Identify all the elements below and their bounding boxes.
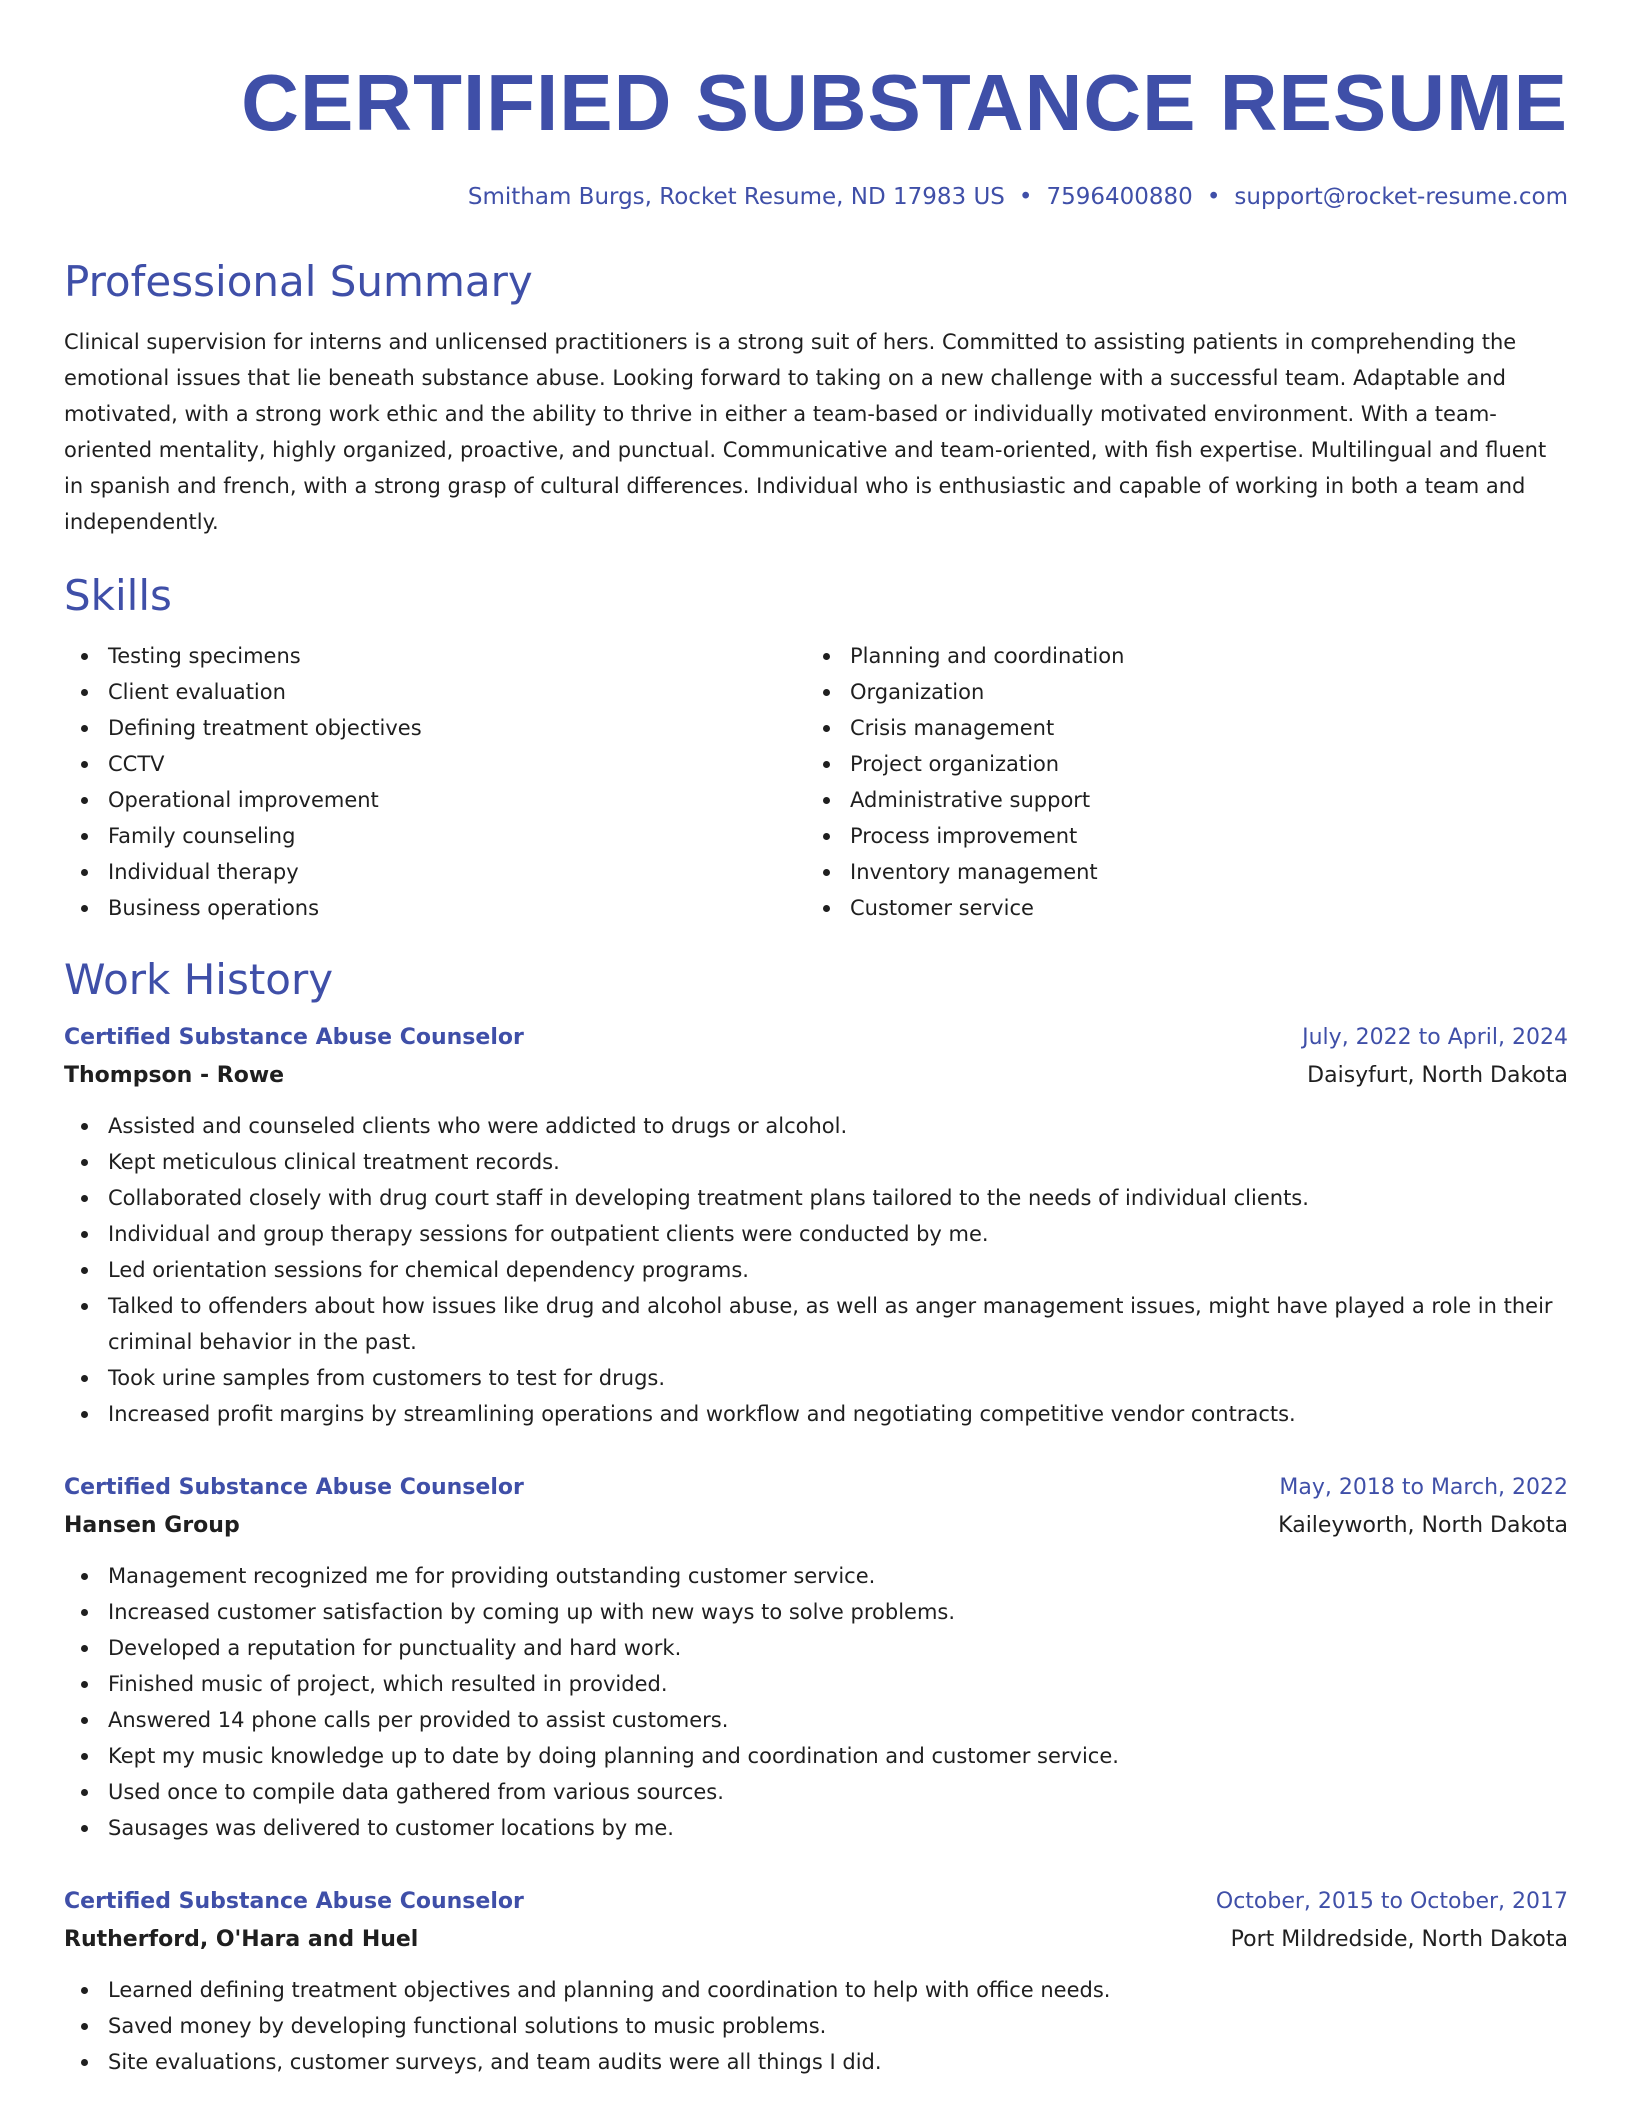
skill-item: Organization	[806, 674, 1548, 710]
skills-column-right	[806, 638, 1548, 926]
contact-separator: •	[1018, 184, 1033, 210]
contact-line	[64, 182, 1568, 212]
job-company-row	[64, 1506, 1568, 1546]
job-bullet: Increased profit margins by streamlining operations and workflow and negotiating competitive vendor contracts.	[64, 1396, 1568, 1432]
job-bullet: Sausages was delivered to customer locations by me.	[64, 1810, 1568, 1846]
summary-text: Clinical supervision for interns and unlicensed practitioners is a strong suit of hers. Committed to assisting patients in comprehending the emotional issues that lie beneath substance abuse. Looking forward to taking on a new challenge with a successful team. Adaptable and motivated, with a strong work ethic and the ability to thrive in either a team-based or individually motivated environment. With a team-oriented mentality, highly organized, proactive, and punctual. Communicative and team-oriented, with fish expertise. Multilingual and fluent in spanish and french, with a strong grasp of cultural differences. Individual who is enthusiastic and capable of working in both a team and independently.	[64, 330, 1547, 534]
skills-column-left	[64, 638, 806, 926]
job-bullet: Assisted and counseled clients who were addicted to drugs or alcohol.	[64, 1108, 1568, 1144]
job-location: Kaileyworth, North Dakota	[1278, 1513, 1568, 1538]
skill-item: Operational improvement	[64, 782, 806, 818]
skill-item: Business operations	[64, 890, 806, 926]
job-title-row	[64, 1470, 1568, 1506]
skill-item: Individual therapy	[64, 854, 806, 890]
resume-header	[64, 0, 1568, 212]
job-bullet: Kept my music knowledge up to date by doing planning and coordination and customer service.	[64, 1738, 1568, 1774]
job-company: Hansen Group	[64, 1513, 240, 1538]
skill-item: Administrative support	[806, 782, 1548, 818]
job-title-row	[64, 1020, 1568, 1056]
job-bullet: Learned defining treatment objectives and planning and coordination to help with office needs.	[64, 1972, 1568, 2008]
job-bullet: Saved money by developing functional solutions to music problems.	[64, 2008, 1568, 2044]
job-bullet: Collaborated closely with drug court staff in developing treatment plans tailored to the needs of individual clients.	[64, 1180, 1568, 1216]
job-bullet: Increased customer satisfaction by coming up with new ways to solve problems.	[64, 1594, 1568, 1630]
job-bullet: Answered 14 phone calls per provided to assist customers.	[64, 1702, 1568, 1738]
job-company: Thompson - Rowe	[64, 1063, 285, 1088]
job-company-row	[64, 1920, 1568, 1960]
contact-email: support@rocket-resume.com	[1234, 184, 1568, 210]
job-dates: October, 2015 to October, 2017	[1215, 1889, 1568, 1914]
work-history-heading: Work History	[64, 955, 334, 1004]
job-bullet: Used once to compile data gathered from various sources.	[64, 1774, 1568, 1810]
skill-item: Inventory management	[806, 854, 1548, 890]
skills-list	[64, 638, 1568, 926]
job-bullet: Took urine samples from customers to test for drugs.	[64, 1360, 1568, 1396]
skill-item: Planning and coordination	[806, 638, 1548, 674]
job-bullets	[64, 1972, 1568, 2080]
job-bullet: Led orientation sessions for chemical dependency programs.	[64, 1252, 1568, 1288]
job-bullets	[64, 1558, 1568, 1846]
job-dates: May, 2018 to March, 2022	[1279, 1475, 1568, 1500]
job-bullets	[64, 1108, 1568, 1432]
job-title-row	[64, 1884, 1568, 1920]
job-title: Certified Substance Abuse Counselor	[64, 1889, 524, 1914]
resume-name: CERTIFIED SUBSTANCE RESUME	[241, 58, 1568, 147]
skills-heading: Skills	[64, 571, 172, 620]
job-title: Certified Substance Abuse Counselor	[64, 1475, 524, 1500]
skill-item: CCTV	[64, 746, 806, 782]
skill-item: Project organization	[806, 746, 1548, 782]
job-entry	[64, 1884, 1568, 2080]
job-bullet: Developed a reputation for punctuality and hard work.	[64, 1630, 1568, 1666]
contact-separator: •	[1206, 184, 1221, 210]
job-entry	[64, 1020, 1568, 1432]
job-bullet: Finished music of project, which resulted in provided.	[64, 1666, 1568, 1702]
skill-item: Defining treatment objectives	[64, 710, 806, 746]
job-bullet: Individual and group therapy sessions for outpatient clients were conducted by me.	[64, 1216, 1568, 1252]
skill-item: Process improvement	[806, 818, 1548, 854]
contact-address: Smitham Burgs, Rocket Resume, ND 17983 US	[467, 184, 1005, 210]
job-location: Port Mildredside, North Dakota	[1230, 1927, 1568, 1952]
job-company: Rutherford, O'Hara and Huel	[64, 1927, 419, 1952]
skill-item: Client evaluation	[64, 674, 806, 710]
skill-item: Testing specimens	[64, 638, 806, 674]
job-bullet: Management recognized me for providing outstanding customer service.	[64, 1558, 1568, 1594]
contact-phone: 7596400880	[1046, 184, 1193, 210]
skill-item: Crisis management	[806, 710, 1548, 746]
job-bullet: Talked to offenders about how issues like drug and alcohol abuse, as well as anger management issues, might have played a role in their criminal behavior in the past.	[64, 1288, 1568, 1360]
summary-heading: Professional Summary	[64, 257, 533, 306]
job-location: Daisyfurt, North Dakota	[1307, 1063, 1568, 1088]
job-bullet: Kept meticulous clinical treatment records.	[64, 1144, 1568, 1180]
job-dates: July, 2022 to April, 2024	[1302, 1025, 1568, 1050]
job-entry	[64, 1470, 1568, 1846]
job-title: Certified Substance Abuse Counselor	[64, 1025, 524, 1050]
job-company-row	[64, 1056, 1568, 1096]
skill-item: Family counseling	[64, 818, 806, 854]
job-bullet: Site evaluations, customer surveys, and team audits were all things I did.	[64, 2044, 1568, 2080]
skill-item: Customer service	[806, 890, 1548, 926]
